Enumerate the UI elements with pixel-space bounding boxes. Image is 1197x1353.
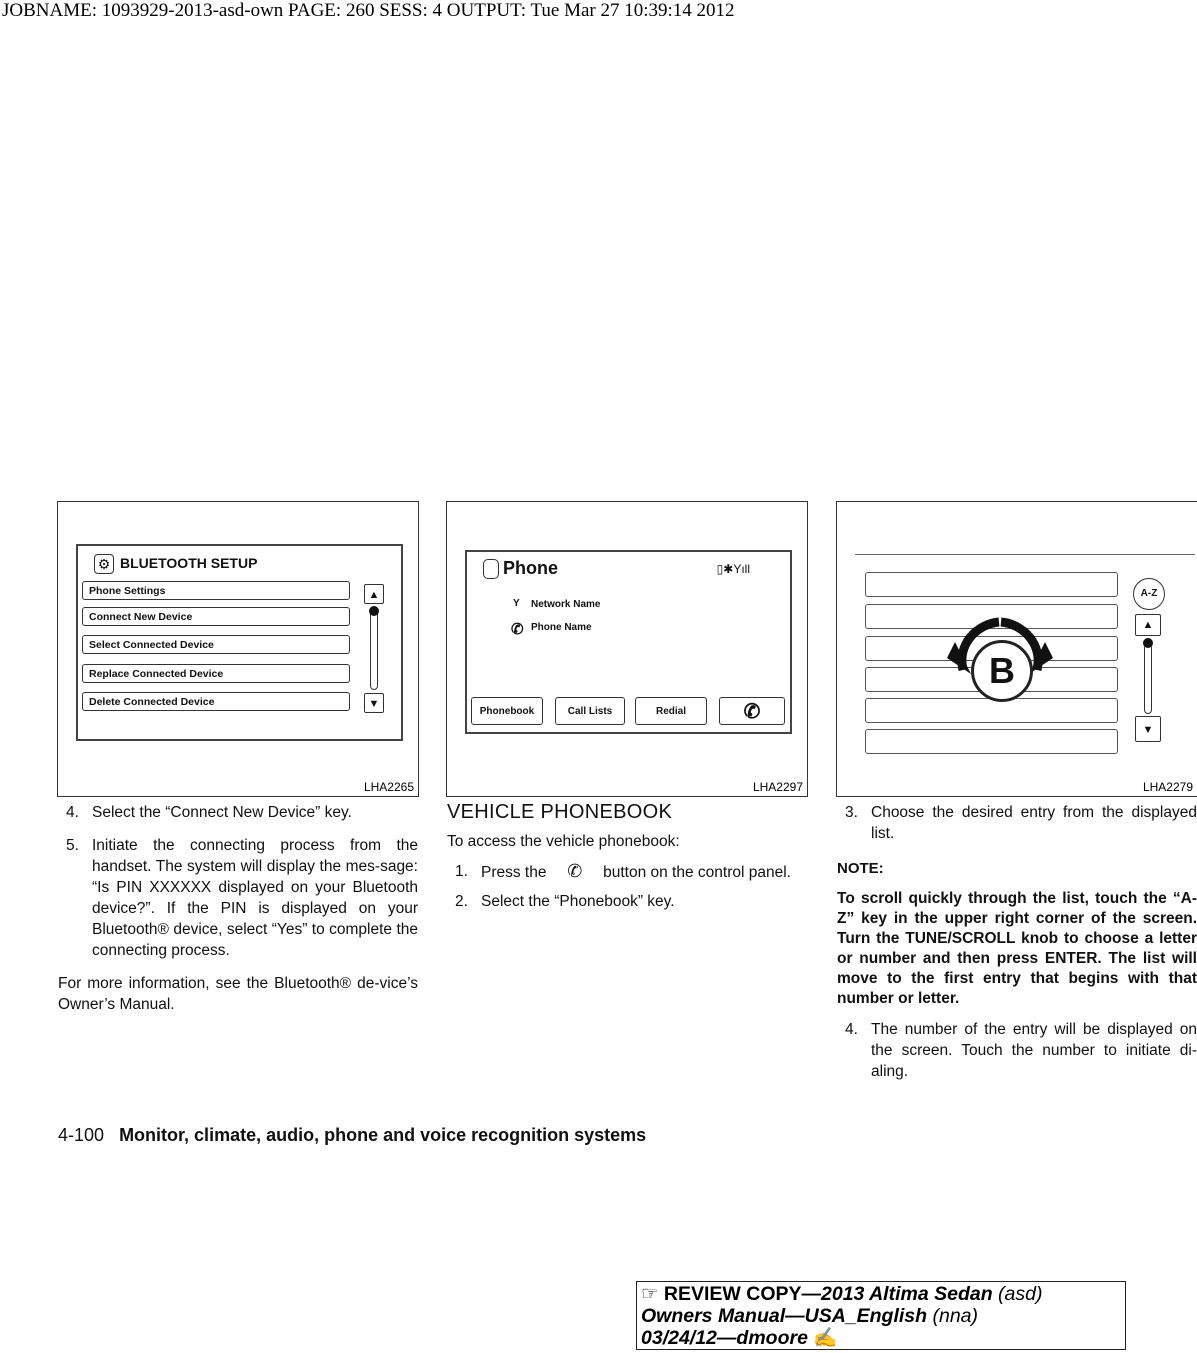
model-code: (asd) bbox=[998, 1283, 1043, 1305]
connect-new-device-button[interactable]: Connect New Device bbox=[82, 607, 350, 626]
step-4 bbox=[837, 1019, 1197, 1082]
status-icons: ▯✱Yıll bbox=[716, 562, 750, 576]
antenna-icon: Y bbox=[513, 598, 520, 609]
step-number: 4. bbox=[845, 1021, 858, 1038]
scroll-up-button[interactable]: ▲ bbox=[1135, 614, 1161, 636]
step-number: 3. bbox=[845, 804, 858, 821]
step-text: Select the “Phonebook” key. bbox=[481, 893, 675, 910]
step-text: Initiate the connecting process from the handset. The system will display the mes-sage: “Is PIN XXXXXX displayed on your Bluetooth device?”. If the PIN is displayed on your Bluetooth® device, select “Yes” to complete the connecting process. bbox=[92, 837, 418, 959]
scroll-down-button[interactable]: ▼ bbox=[364, 693, 384, 713]
phonebook-button[interactable]: Phonebook bbox=[471, 697, 543, 725]
step-1 bbox=[447, 861, 809, 883]
divider bbox=[855, 554, 1195, 555]
step-2 bbox=[447, 891, 809, 912]
step-text: Choose the desired entry from the displayed list. bbox=[871, 804, 1197, 842]
manual-code: (nna) bbox=[932, 1305, 979, 1327]
scroll-down-button[interactable]: ▼ bbox=[1135, 716, 1161, 742]
step-text: The number of the entry will be displayed on the screen. Touch the number to initiate di-aling. bbox=[871, 1021, 1197, 1080]
scroll-thumb[interactable] bbox=[1143, 638, 1153, 648]
call-lists-button[interactable]: Call Lists bbox=[555, 697, 625, 725]
right-column bbox=[837, 802, 1197, 1082]
call-button[interactable]: ✆ bbox=[719, 697, 785, 725]
network-name: Network Name bbox=[531, 599, 601, 610]
figure-phone-screen bbox=[446, 501, 808, 797]
note-label: NOTE: bbox=[837, 860, 884, 877]
phone-screen bbox=[465, 550, 792, 734]
figure-az-list bbox=[836, 501, 1197, 797]
scroll-track[interactable] bbox=[1144, 644, 1152, 714]
delete-connected-device-button[interactable]: Delete Connected Device bbox=[82, 692, 350, 711]
section-title: Monitor, climate, audio, phone and voice recognition systems bbox=[119, 1125, 647, 1145]
figure-label: LHA2265 bbox=[363, 780, 414, 794]
review-copy-label: REVIEW COPY— bbox=[663, 1283, 822, 1305]
step-4 bbox=[58, 802, 418, 823]
review-date: 03/24/12—dmoore bbox=[641, 1327, 808, 1349]
tune-scroll-knob: B bbox=[971, 640, 1033, 702]
pointing-hand-icon: ☞ bbox=[641, 1283, 659, 1305]
page-number: 4-100 bbox=[58, 1125, 105, 1145]
job-header: JOBNAME: 1093929-2013-asd-own PAGE: 260 SESS: 4 OUTPUT: Tue Mar 27 10:39:14 2012 bbox=[2, 0, 735, 21]
left-column bbox=[58, 802, 418, 1015]
step-text-before: Press the bbox=[481, 864, 547, 881]
bluetooth-setup-title: BLUETOOTH SETUP bbox=[120, 555, 258, 571]
writing-hand-icon: ✍ bbox=[813, 1327, 838, 1349]
select-connected-device-button[interactable]: Select Connected Device bbox=[82, 635, 350, 654]
phone-icon: ✆ bbox=[567, 861, 583, 881]
scroll-track[interactable] bbox=[370, 610, 378, 690]
bluetooth-setup-screen bbox=[76, 544, 403, 741]
step-text: Select the “Connect New Device” key. bbox=[92, 804, 352, 821]
phone-handset-icon bbox=[483, 559, 499, 579]
figure-label: LHA2297 bbox=[752, 780, 803, 794]
scroll-up-button[interactable]: ▲ bbox=[364, 584, 384, 604]
scroll-thumb[interactable] bbox=[369, 606, 379, 616]
replace-connected-device-button[interactable]: Replace Connected Device bbox=[82, 664, 350, 683]
review-copy-box bbox=[636, 1281, 1126, 1350]
step-text-after: button on the control panel. bbox=[603, 864, 791, 881]
step-number: 4. bbox=[66, 804, 79, 821]
step-5 bbox=[58, 835, 418, 961]
paragraph: For more information, see the Bluetooth® de-vice’s Owner’s Manual. bbox=[58, 975, 418, 1013]
step-number: 1. bbox=[455, 863, 468, 880]
step-number: 2. bbox=[455, 893, 468, 910]
figure-label: LHA2279 bbox=[1142, 780, 1193, 794]
list-item[interactable] bbox=[865, 698, 1118, 723]
list-item[interactable] bbox=[865, 729, 1118, 754]
gear-icon: ⚙ bbox=[94, 554, 114, 574]
phone-name: Phone Name bbox=[531, 622, 592, 633]
note-body: To scroll quickly through the list, touch the “A-Z” key in the upper right corner of the screen. Turn the TUNE/SCROLL knob to choose a letter or number and then press ENTER. The list will move to the first entry that begins with that number or letter. bbox=[837, 890, 1197, 1007]
intro-text: To access the vehicle phonebook: bbox=[447, 833, 680, 850]
phone-settings-button[interactable]: Phone Settings bbox=[82, 581, 350, 600]
page-footer bbox=[58, 1125, 646, 1146]
step-3 bbox=[837, 802, 1197, 844]
manual-name: Owners Manual—USA_English bbox=[641, 1305, 928, 1327]
redial-button[interactable]: Redial bbox=[635, 697, 707, 725]
list-item[interactable] bbox=[865, 572, 1118, 597]
section-heading: VEHICLE PHONEBOOK bbox=[447, 801, 673, 823]
phone-icon: ✆ bbox=[511, 621, 524, 638]
model-name: 2013 Altima Sedan bbox=[821, 1283, 993, 1305]
middle-column bbox=[447, 802, 809, 912]
step-number: 5. bbox=[66, 837, 79, 854]
figure-bluetooth-setup bbox=[57, 501, 419, 797]
phone-title: Phone bbox=[503, 558, 559, 578]
a-z-button[interactable]: A-Z bbox=[1133, 578, 1165, 610]
